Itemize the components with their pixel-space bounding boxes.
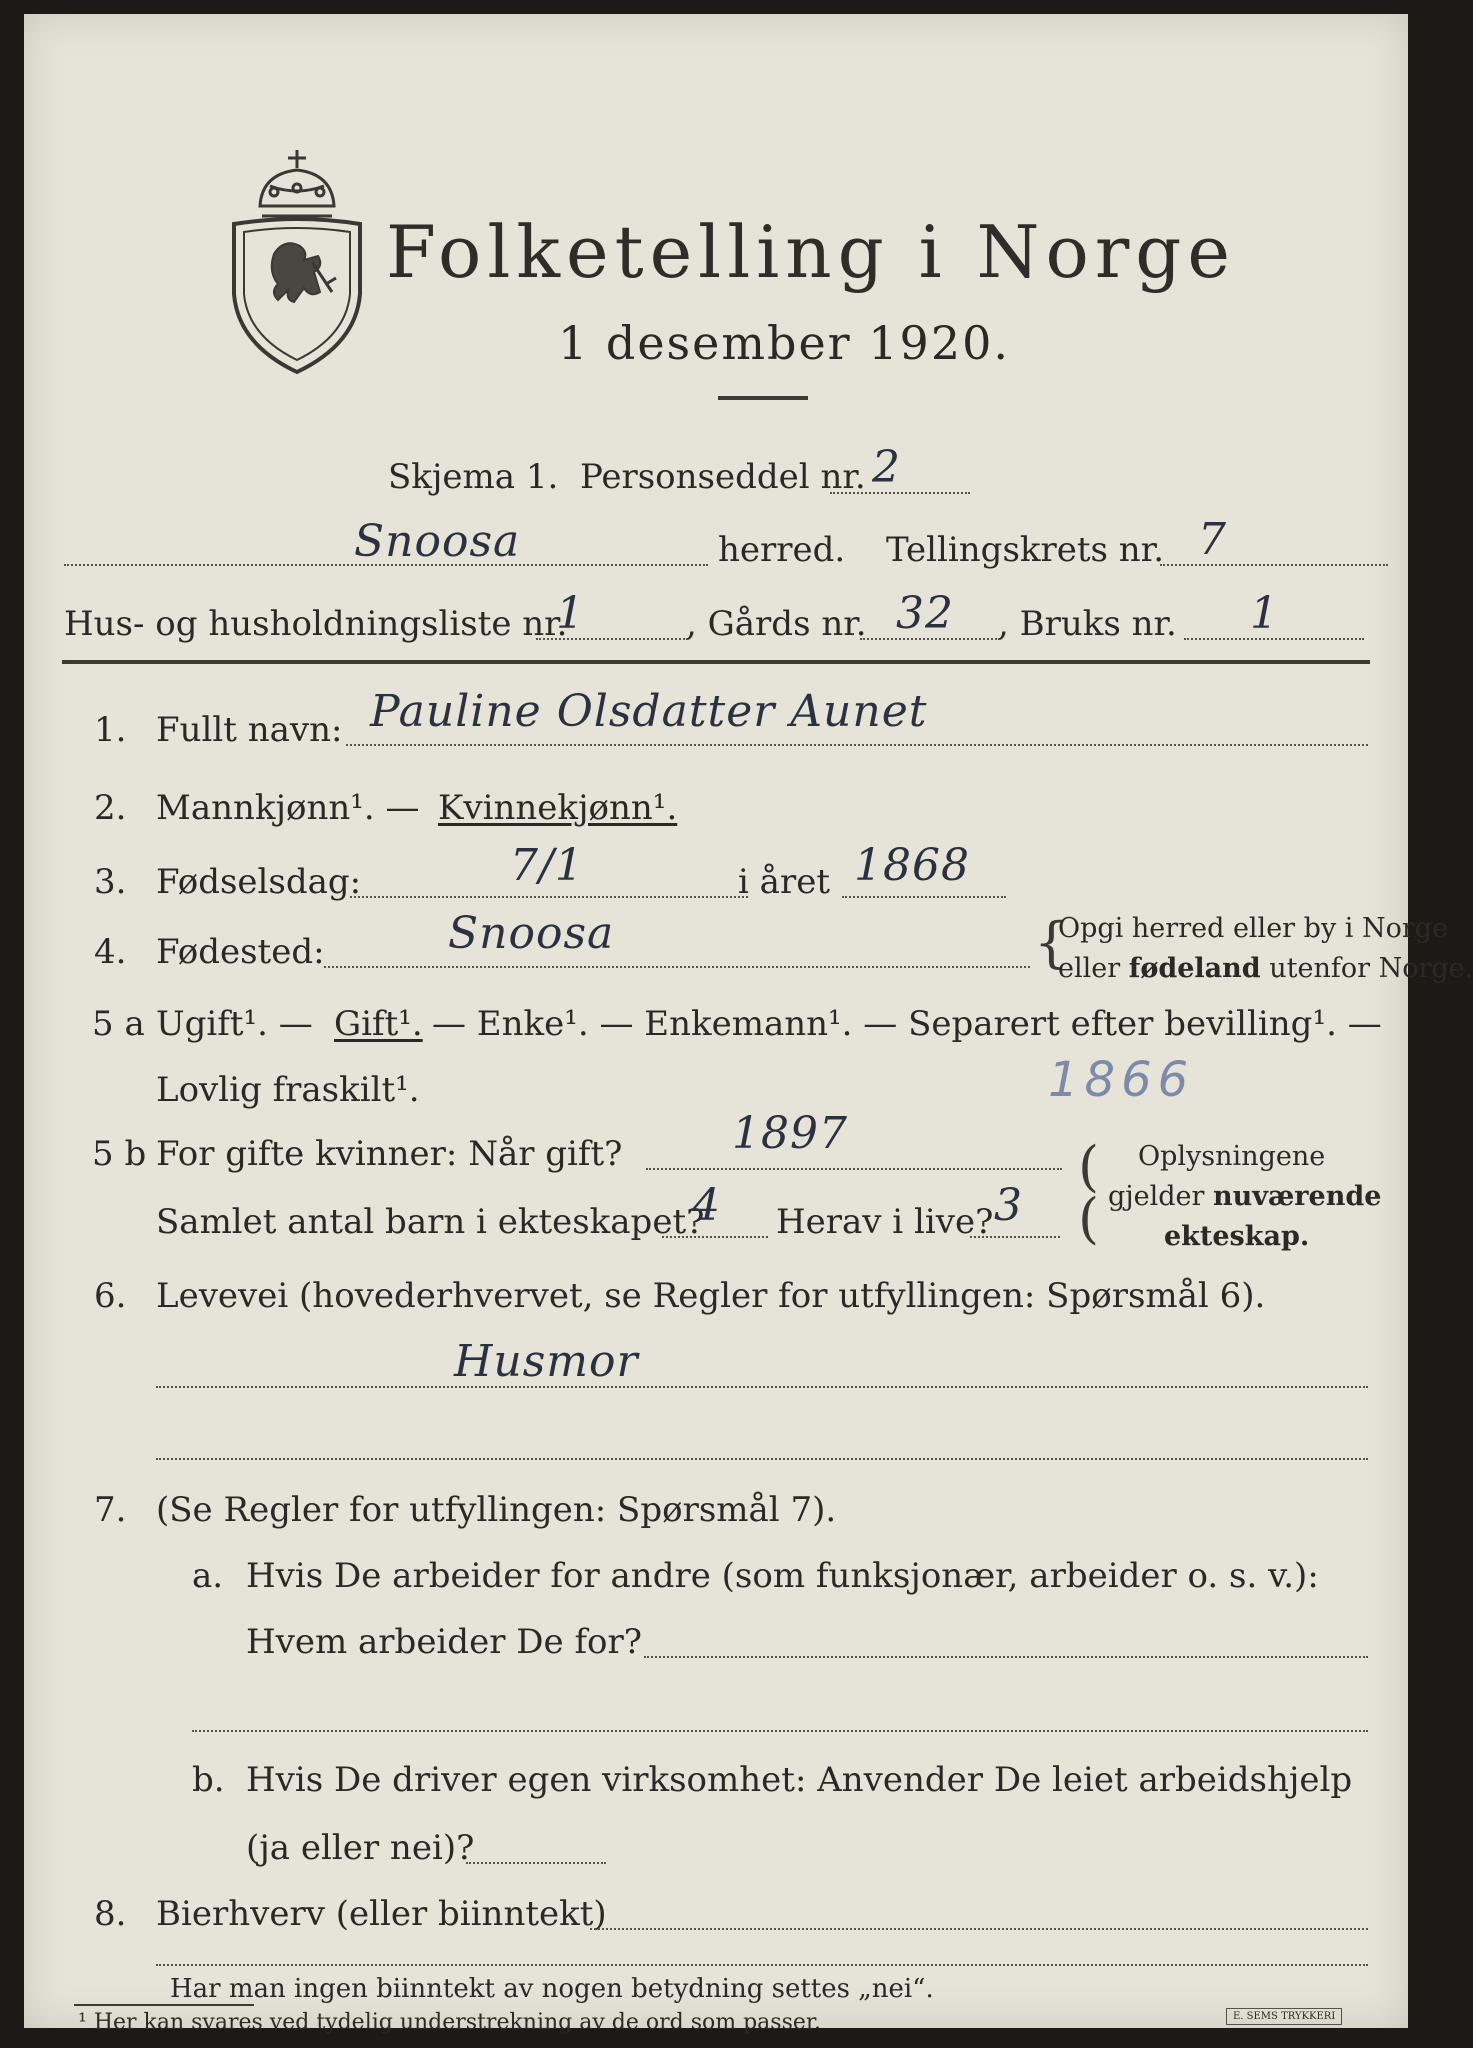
gards-value: 32 bbox=[896, 588, 954, 639]
herred-label: herred. bbox=[718, 530, 846, 570]
occupation-value: Husmor bbox=[454, 1336, 639, 1387]
q8-number: 8. bbox=[94, 1894, 127, 1934]
q3-label: Fødselsdag: bbox=[156, 862, 362, 902]
marital-married-option: Gift¹. bbox=[334, 1004, 423, 1044]
side-income-note: Har man ingen biinntekt av nogen betydning settes „nei“. bbox=[170, 1974, 934, 2004]
q1-label: Fullt navn: bbox=[156, 710, 343, 750]
hus-label: Hus- og husholdningsliste nr. bbox=[64, 604, 568, 644]
tellingskrets-line bbox=[1160, 564, 1388, 566]
q5b-note-line3: ekteskap. bbox=[1164, 1221, 1310, 1252]
year-label: i året bbox=[738, 862, 830, 902]
census-date: 1 desember 1920. bbox=[558, 316, 1010, 370]
employer-line-2 bbox=[192, 1730, 1368, 1732]
side-income-line-2 bbox=[156, 1964, 1368, 1966]
header-rule bbox=[62, 660, 1370, 664]
q4-brace: { bbox=[1034, 911, 1069, 974]
q5b-brace-top: ( bbox=[1078, 1135, 1100, 1198]
schema-label: Skjema 1. bbox=[388, 457, 559, 497]
q4-note-line2: eller fødeland utenfor Norge. bbox=[1058, 953, 1473, 984]
year-line bbox=[842, 896, 1006, 898]
footnote: ¹ Her kan svares ved tydelig understrekning av de ord som passer. bbox=[78, 2010, 821, 2035]
birthplace-value: Snoosa bbox=[448, 908, 615, 959]
marital-other-options: — Enke¹. — Enkemann¹. — Separert efter bevilling¹. — bbox=[432, 1004, 1382, 1044]
marriage-year-value: 1897 bbox=[732, 1108, 848, 1159]
children-value: 4 bbox=[692, 1180, 721, 1231]
q5b-note-line2: gjelder nuværende bbox=[1108, 1181, 1382, 1212]
birthday-line bbox=[350, 896, 748, 898]
q8-label: Bierhverv (eller biinntekt) bbox=[156, 1894, 607, 1934]
q6-label: Levevei (hovederhvervet, se Regler for utfyllingen: Spørsmål 6). bbox=[156, 1276, 1266, 1316]
full-name-value: Pauline Olsdatter Aunet bbox=[370, 686, 928, 737]
hus-value: 1 bbox=[556, 588, 585, 639]
q7b-letter: b. bbox=[192, 1760, 225, 1800]
gender-female-option: Kvinnekjønn¹. bbox=[438, 788, 678, 828]
q7-label: (Se Regler for utfyllingen: Spørsmål 7). bbox=[156, 1490, 837, 1530]
birthday-value: 7/1 bbox=[510, 840, 584, 891]
q4-note-line1: Opgi herred eller by i Norge bbox=[1058, 913, 1449, 944]
q7b-answer-label: (ja eller nei)? bbox=[246, 1828, 475, 1868]
bruks-label: , Bruks nr. bbox=[998, 604, 1177, 644]
herred-value: Snoosa bbox=[354, 516, 521, 567]
side-income-line-1 bbox=[590, 1928, 1368, 1930]
census-form-page bbox=[24, 14, 1473, 2035]
birth-year-value: 1868 bbox=[854, 840, 970, 891]
employer-line-1 bbox=[644, 1656, 1368, 1658]
q1-line bbox=[346, 744, 1368, 746]
q6-number: 6. bbox=[94, 1276, 127, 1316]
marriage-year-line bbox=[646, 1168, 1062, 1170]
norwegian-coat-of-arms-icon bbox=[222, 144, 372, 374]
q5a-number: 5 a bbox=[92, 1004, 145, 1044]
form-title: Folketelling i Norge bbox=[386, 210, 1236, 294]
marital-divorced-option: Lovlig fraskilt¹. bbox=[156, 1070, 420, 1110]
q7a-letter: a. bbox=[192, 1556, 224, 1596]
footnote-rule bbox=[74, 2004, 254, 2006]
q3-number: 3. bbox=[94, 862, 127, 902]
personseddel-label: Personseddel nr. bbox=[580, 457, 866, 497]
occupation-line-2 bbox=[156, 1458, 1368, 1460]
occupation-line-1 bbox=[156, 1386, 1368, 1388]
q7a-question: Hvis De arbeider for andre (som funksjonær, arbeider o. s. v.): bbox=[246, 1556, 1319, 1596]
q5b-number: 5 b bbox=[92, 1134, 147, 1174]
q2-number: 2. bbox=[94, 788, 127, 828]
hired-help-line bbox=[466, 1862, 606, 1864]
children-label: Samlet antal barn i ekteskapet? bbox=[156, 1202, 705, 1242]
q4-label: Fødested: bbox=[156, 932, 325, 972]
gender-male-option: Mannkjønn¹. — bbox=[156, 788, 420, 828]
tellingskrets-value: 7 bbox=[1198, 514, 1227, 565]
q7-number: 7. bbox=[94, 1490, 127, 1530]
q4-number: 4. bbox=[94, 932, 127, 972]
alive-label: Herav i live? bbox=[776, 1202, 994, 1242]
tellingskrets-label: Tellingskrets nr. bbox=[886, 530, 1165, 570]
personseddel-value: 2 bbox=[872, 442, 901, 493]
q5b-note-line1: Oplysningene bbox=[1138, 1141, 1326, 1172]
q7a-employer-label: Hvem arbeider De for? bbox=[246, 1622, 642, 1662]
marital-unmarried-option: Ugift¹. — bbox=[156, 1004, 313, 1044]
printer-stamp: E. SEMS TRYKKERI bbox=[1226, 2008, 1342, 2025]
birthplace-line bbox=[324, 966, 1030, 968]
alive-line bbox=[970, 1236, 1060, 1238]
q1-number: 1. bbox=[94, 710, 127, 750]
q5b-label: For gifte kvinner: Når gift? bbox=[156, 1134, 623, 1174]
children-line bbox=[662, 1236, 768, 1238]
title-divider bbox=[718, 396, 808, 400]
q5b-brace-bottom: ( bbox=[1078, 1187, 1100, 1250]
alive-value: 3 bbox=[994, 1180, 1023, 1231]
gards-label: , Gårds nr. bbox=[686, 604, 867, 644]
q7b-question: Hvis De driver egen virksomhet: Anvender De leiet arbeidshjelp bbox=[246, 1760, 1353, 1800]
bruks-value: 1 bbox=[1250, 588, 1279, 639]
pencil-annotation: 1866 bbox=[1048, 1052, 1195, 1108]
